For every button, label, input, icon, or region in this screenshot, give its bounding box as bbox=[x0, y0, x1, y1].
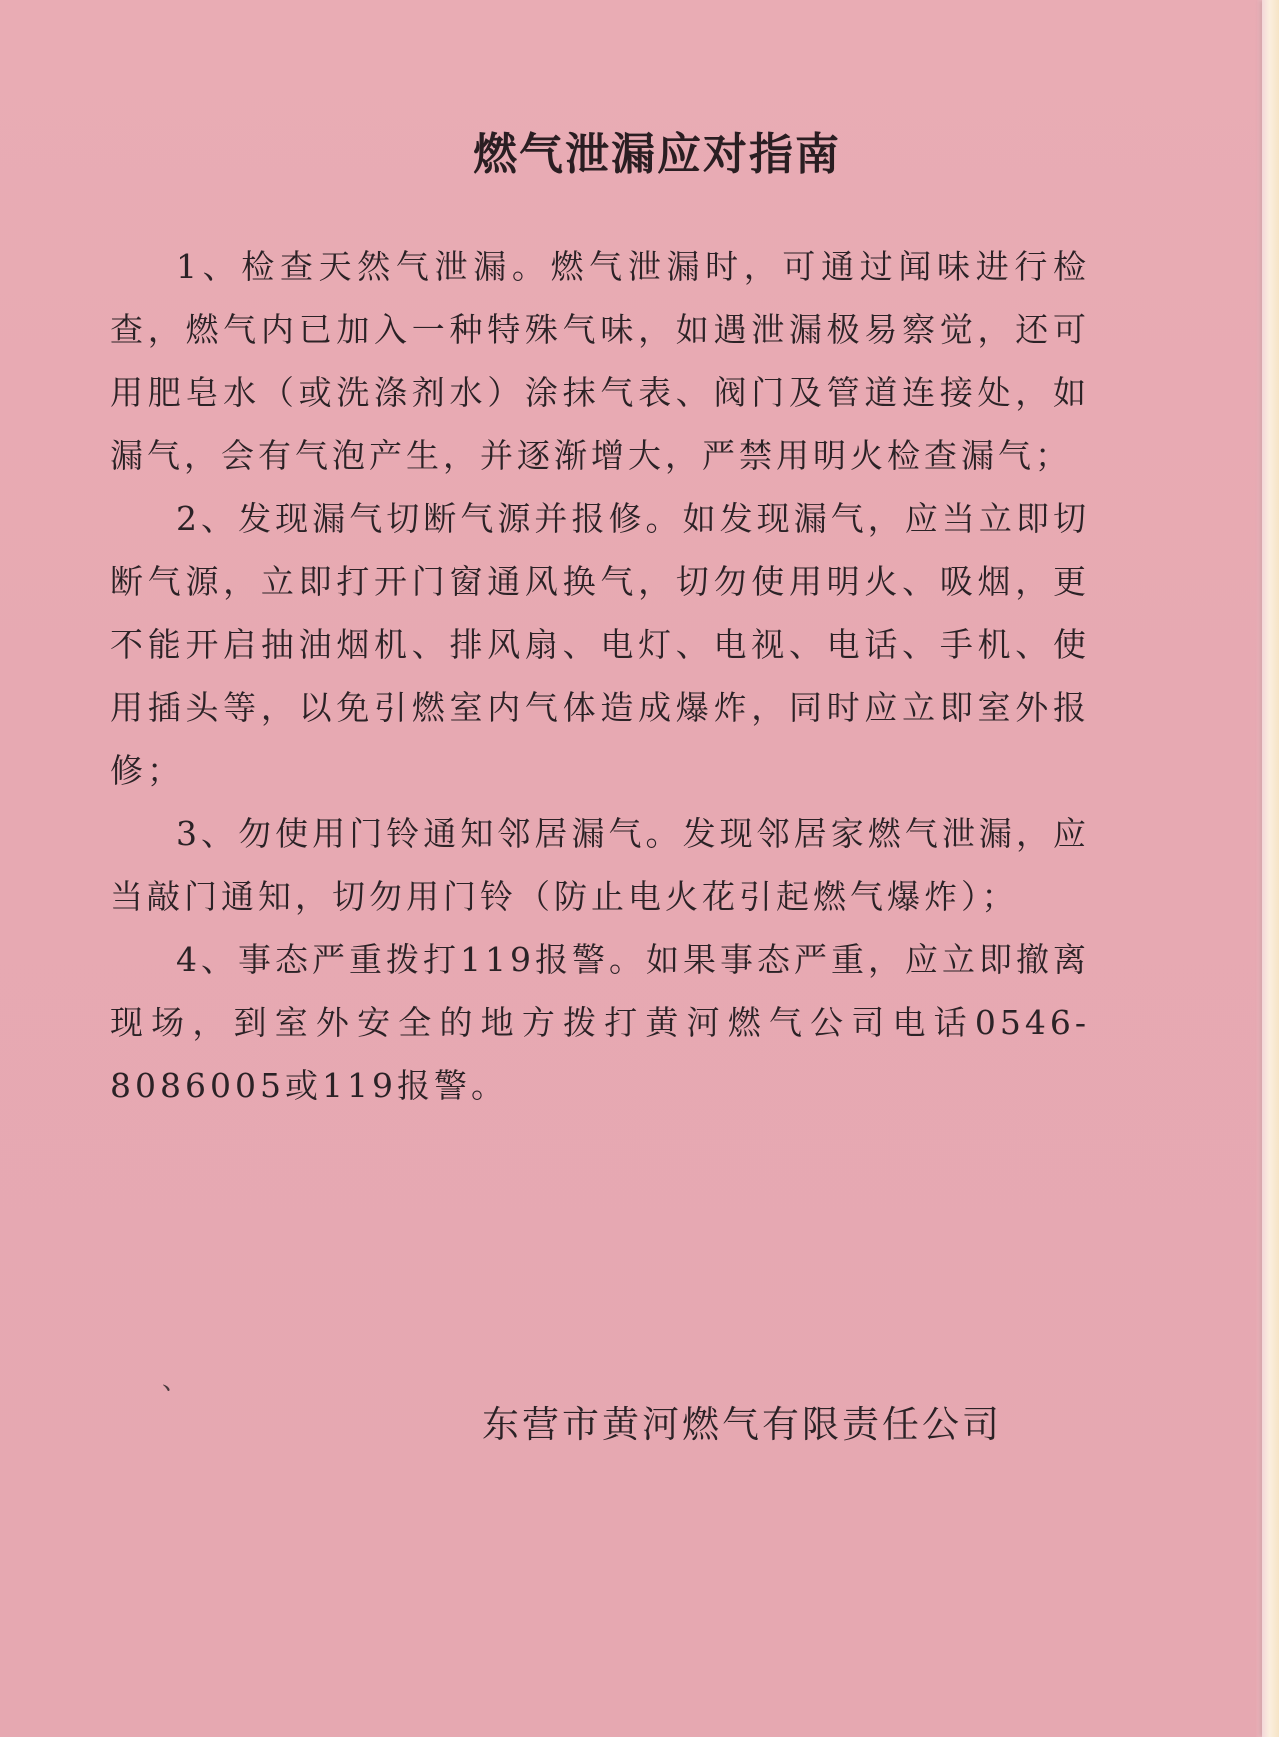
paragraph-4: 4、事态严重拨打119报警。如果事态严重，应立即撤离现场，到室外安全的地方拨打黄河燃气公司电话0546-8086005或119报警。 bbox=[110, 940, 1090, 1105]
document-body bbox=[110, 235, 1090, 1117]
stray-mark: 、 bbox=[162, 1366, 189, 1396]
paragraph-2: 2、发现漏气切断气源并报修。如发现漏气，应当立即切断气源，立即打开门窗通风换气，切勿使用明火、吸烟，更不能开启抽油烟机、排风扇、电灯、电视、电话、手机、使用插头等，以免引燃室内气体造成爆炸，同时应立即室外报修； bbox=[110, 499, 1090, 790]
paragraph-3: 3、勿使用门铃通知邻居漏气。发现邻居家燃气泄漏，应当敲门通知，切勿用门铃（防止电火花引起燃气爆炸）； bbox=[110, 814, 1090, 916]
paper-stack-edge-light bbox=[1262, 0, 1279, 1737]
company-signature: 东营市黄河燃气有限责任公司 bbox=[482, 1403, 1002, 1446]
paragraph-1: 1、检查天然气泄漏。燃气泄漏时，可通过闻味进行检查，燃气内已加入一种特殊气味，如遇泄漏极易察觉，还可用肥皂水（或洗涤剂水）涂抹气表、阀门及管道连接处，如漏气，会有气泡产生，并逐渐增大，严禁用明火检查漏气； bbox=[110, 247, 1090, 475]
document-title: 燃气泄漏应对指南 bbox=[473, 129, 841, 180]
